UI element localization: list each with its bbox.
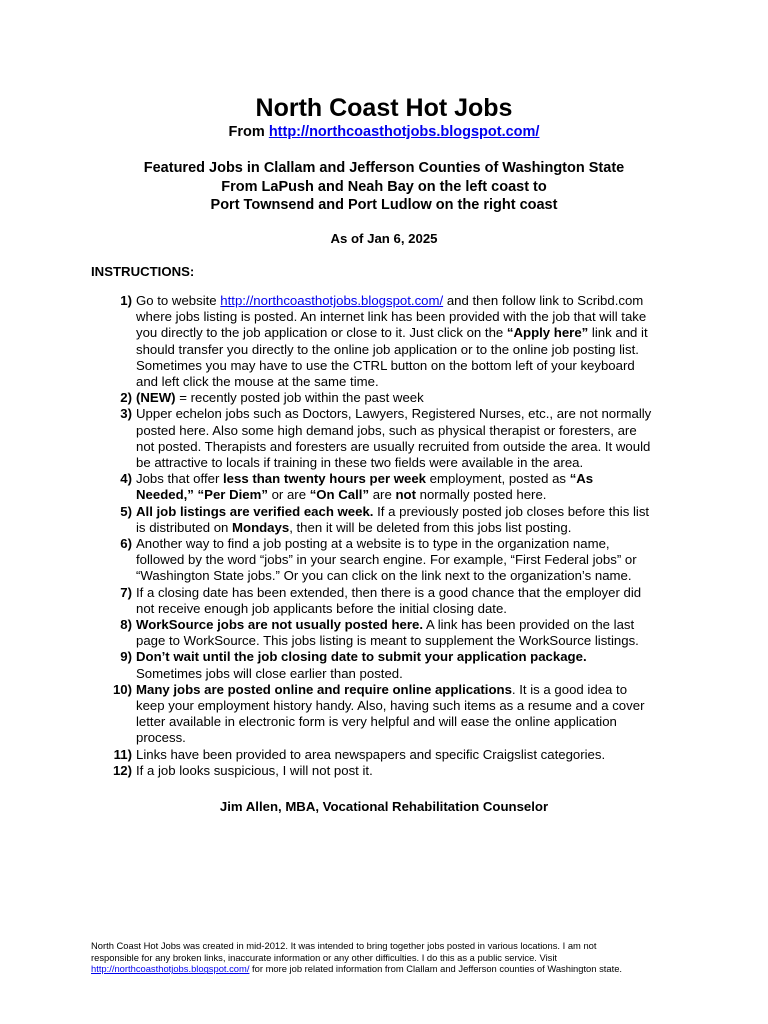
text-line <box>136 633 676 649</box>
bold-text: less than twenty hours per week <box>223 471 427 487</box>
text-line <box>91 963 691 975</box>
instruction-text <box>136 747 676 763</box>
text-segment: “Washington State jobs.” Or you can click on the link next to the organization’s name. <box>136 568 632 584</box>
text-segment: Links have been provided to area newspapers and specific Craigslist categories. <box>136 746 606 762</box>
text-segment: employment, posted as <box>426 471 570 487</box>
signature: Jim Allen, MBA, Vocational Rehabilitation Counselor <box>219 799 549 814</box>
text-line <box>136 617 676 633</box>
source-line <box>0 124 768 141</box>
text-line <box>136 520 676 536</box>
text-line <box>136 309 676 325</box>
text-line <box>136 763 676 779</box>
website-link[interactable]: http://northcoasthotjobs.blogspot.com/ <box>220 293 444 308</box>
instruction-number: 11) <box>113 746 132 762</box>
text-segment: normally posted here. <box>415 487 547 503</box>
text-segment: for more job related information from Clallam and Jefferson counties of Washington state. <box>249 963 623 975</box>
bold-text: Mondays <box>232 519 290 535</box>
instruction-number: 7) <box>120 584 132 600</box>
instruction-item <box>0 293 768 390</box>
featured-line: Port Townsend and Port Ludlow on the right coast <box>210 197 558 213</box>
bold-text: Many jobs are posted online and require online applications <box>136 681 512 697</box>
text-segment: If a closing date has been extended, then there is a good chance that the employer did <box>136 584 642 600</box>
text-line <box>136 439 676 455</box>
instruction-number: 6) <box>120 536 132 552</box>
text-segment: Sometimes you may have to use the CTRL button on the bottom left of your keyboard <box>136 357 635 373</box>
text-line <box>136 601 676 617</box>
bold-text: “On Call” <box>309 487 370 503</box>
page-title: North Coast Hot Jobs <box>255 94 513 122</box>
instruction-text <box>136 763 676 779</box>
featured-heading <box>0 159 768 215</box>
text-line <box>136 390 676 406</box>
instruction-text <box>136 617 676 649</box>
text-segment: are <box>369 487 396 503</box>
text-segment: be attractive to locals if training in these two fields were available in the area. <box>136 455 584 471</box>
instruction-number: 8) <box>120 617 132 633</box>
text-line <box>136 455 676 471</box>
text-segment: page to WorkSource. This jobs listing is meant to supplement the WorkSource listings. <box>136 633 639 649</box>
text-line <box>136 649 676 665</box>
bold-text: WorkSource jobs are not usually posted here. <box>136 617 424 633</box>
text-segment: not posted. Therapists and foresters are usually recruited from outside the area. It would <box>136 438 651 454</box>
featured-line: From LaPush and Neah Bay on the left coast to <box>221 178 547 195</box>
instruction-text <box>136 585 676 617</box>
text-line <box>136 568 676 584</box>
instruction-text <box>136 293 676 390</box>
instruction-item <box>0 390 768 406</box>
text-segment: you directly to the job application or close to it. Just click on the <box>136 325 507 341</box>
text-segment: A link has been provided on the last <box>423 617 635 633</box>
text-line <box>136 585 676 601</box>
text-line <box>136 342 676 358</box>
instruction-item <box>0 585 768 617</box>
bold-text: (NEW) <box>136 390 176 406</box>
footer-note <box>91 940 691 975</box>
instruction-text <box>136 649 676 681</box>
instruction-number: 5) <box>120 503 132 519</box>
instruction-text <box>136 682 676 747</box>
instruction-item <box>0 406 768 471</box>
text-line <box>136 552 676 568</box>
text-line <box>91 940 691 952</box>
text-segment: letter available in electronic form is very helpful and will ease the online application <box>136 714 617 730</box>
instruction-number: 10) <box>112 681 132 697</box>
instructions-heading: INSTRUCTIONS: <box>91 264 195 279</box>
instruction-item <box>0 763 768 779</box>
text-segment: link and it <box>588 325 648 341</box>
bold-text: Needed,” “Per Diem” <box>136 487 268 503</box>
text-segment: responsible for any broken links, inaccurate information or any other difficulties. I do this as a public service. Visit <box>91 951 558 963</box>
text-segment: = recently posted job within the past week <box>175 390 424 406</box>
text-line <box>136 325 676 341</box>
instruction-text <box>136 390 676 406</box>
instruction-item <box>0 649 768 681</box>
text-segment: , then it will be deleted from this jobs list posting. <box>289 519 572 535</box>
website-link[interactable]: http://northcoasthotjobs.blogspot.com/ <box>91 963 250 975</box>
text-segment: If a previously posted job closes before this list <box>373 503 650 519</box>
instruction-item <box>0 747 768 763</box>
text-segment: posted here. Also some high demand jobs, such as physical therapist or foresters, are <box>136 422 637 438</box>
bold-text: Don’t wait until the job closing date to submit your application package. <box>136 649 587 665</box>
text-segment: keep your employment history handy. Also, having such items as a resume and a cover <box>136 698 645 714</box>
text-segment: and left click the mouse at the same time. <box>136 374 379 390</box>
text-segment: Sometimes jobs will close earlier than posted. <box>136 665 403 681</box>
instruction-number: 1) <box>120 293 132 308</box>
text-segment: followed by the word “jobs” in your search engine. For example, “First Federal jobs” or <box>136 552 637 568</box>
text-segment: Go to website <box>136 293 221 308</box>
text-line <box>136 682 676 698</box>
text-segment: Another way to find a job posting at a website is to type in the organization name, <box>136 536 610 552</box>
text-segment: should transfer you directly to the online job application or to the online job posting list. <box>136 341 639 357</box>
instruction-text <box>136 536 676 585</box>
bold-text: All job listings are verified each week. <box>136 503 374 519</box>
text-line <box>91 952 691 964</box>
instruction-number: 4) <box>120 471 132 487</box>
instruction-number: 12) <box>112 762 132 778</box>
as-of-date: As of Jan 6, 2025 <box>330 231 438 246</box>
text-line <box>136 714 676 730</box>
bold-text: not <box>395 487 416 503</box>
bold-text: “As <box>569 471 594 487</box>
text-segment: . It is a good idea to <box>511 681 628 697</box>
instruction-item <box>0 617 768 649</box>
blog-link[interactable]: http://northcoasthotjobs.blogspot.com/ <box>268 124 540 140</box>
text-line <box>136 487 676 503</box>
text-line <box>136 358 676 374</box>
text-line <box>136 471 676 487</box>
instruction-number: 9) <box>120 649 132 665</box>
text-line <box>136 730 676 746</box>
text-line <box>136 504 676 520</box>
text-segment: Upper echelon jobs such as Doctors, Lawyers, Registered Nurses, etc., are not normally <box>136 406 652 422</box>
text-segment: is distributed on <box>136 519 233 535</box>
instruction-item <box>0 504 768 536</box>
featured-line: Featured Jobs in Clallam and Jefferson Counties of Washington State <box>143 160 625 176</box>
instruction-item <box>0 471 768 503</box>
instruction-text <box>136 504 676 536</box>
instruction-item <box>0 682 768 747</box>
text-segment: where jobs listing is posted. An internet link has been provided with the job that will take <box>136 309 647 325</box>
text-segment: Jobs that offer <box>136 471 223 487</box>
text-segment: and then follow link to Scribd.com <box>443 293 644 308</box>
text-segment: process. <box>136 730 186 746</box>
bold-text: “Apply here” <box>506 325 589 341</box>
instructions-list <box>0 293 768 779</box>
text-line <box>136 536 676 552</box>
instruction-number: 3) <box>120 406 132 422</box>
text-line <box>136 747 676 763</box>
text-line <box>136 666 676 682</box>
text-segment: North Coast Hot Jobs was created in mid-2012. It was intended to bring together jobs posted in various locations. I am not <box>91 940 597 951</box>
text-line <box>136 698 676 714</box>
text-line <box>136 423 676 439</box>
instruction-item <box>0 536 768 585</box>
from-label: From <box>228 124 269 140</box>
text-segment: not receive enough job applicants before the initial closing date. <box>136 600 507 616</box>
instruction-text <box>136 406 676 471</box>
text-line <box>136 406 676 422</box>
text-line <box>136 293 676 309</box>
text-line <box>136 374 676 390</box>
text-segment: If a job looks suspicious, I will not post it. <box>136 762 373 778</box>
text-segment: or are <box>267 487 310 503</box>
instruction-number: 2) <box>120 390 132 406</box>
instruction-text <box>136 471 676 503</box>
